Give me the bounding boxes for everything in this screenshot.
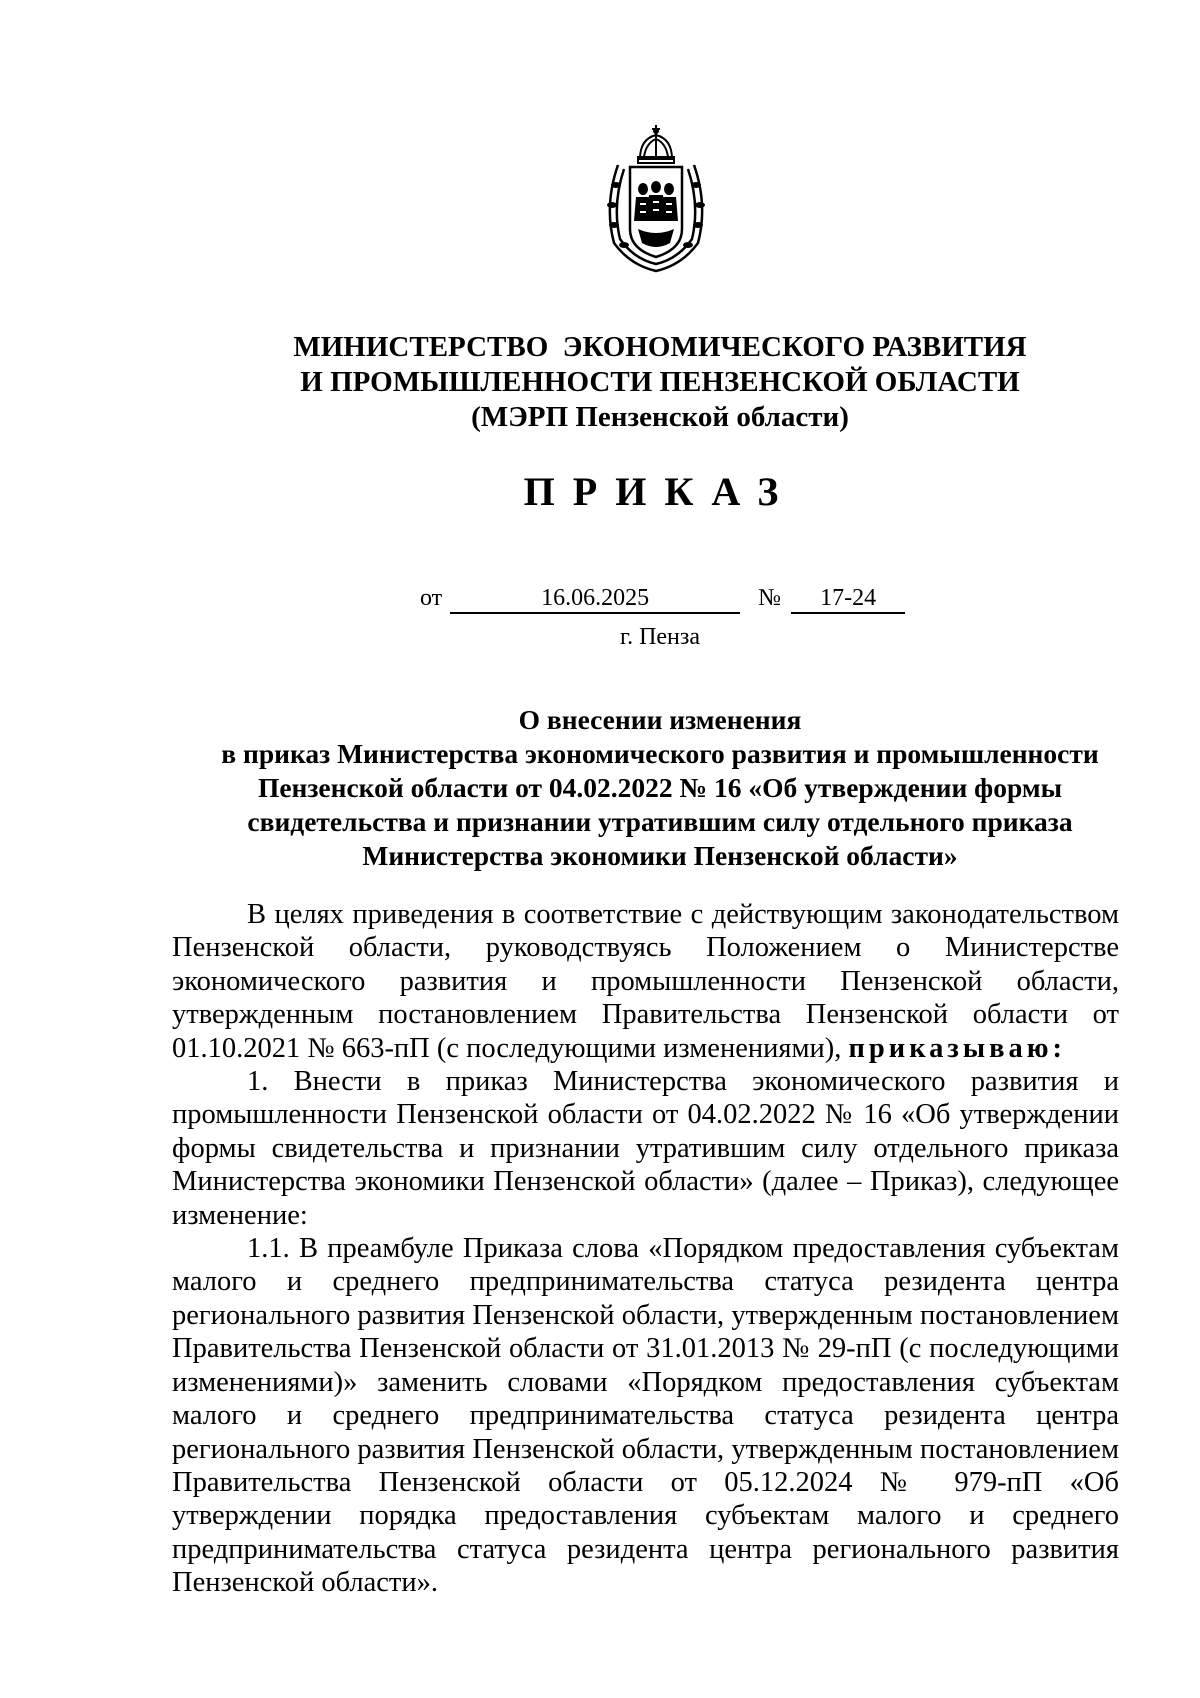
ministry-name-line1: МИНИСТЕРСТВО ЭКОНОМИЧЕСКОГО РАЗВИТИЯ (293, 331, 1027, 363)
subject-line2: в приказ Министерства экономического развития и промышленности (221, 738, 1099, 769)
subject-line4: свидетельства и признании утратившим силу отдельного приказа (247, 806, 1073, 837)
order-subject (172, 703, 1148, 873)
item-1: 1. Внести в приказ Министерства экономического развития и промышленности Пензенской области от 04.02.2022 № 16 «Об утверждении формы свидетельства и признании утратившим силу отдельного приказа Министерства экономики Пензенской области» (далее – Приказ), следующее изменение: (172, 1066, 1119, 1231)
order-date: 16.06.2025 (450, 584, 740, 614)
date-label: от (420, 585, 443, 611)
order-dateline (420, 582, 905, 614)
preamble-paragraph (172, 898, 1119, 1065)
orders-word: приказываю: (848, 1032, 1067, 1064)
preamble-text: В целях приведения в соответствие с действующим законодательством Пензенской области, руководствуясь Положением о Министерстве экономического развития и промышленности Пензенской области, утвержденным постановлением Правительства Пензенской области от 01.10.2021 № 663-пП (с последующими изменениями), (172, 899, 1119, 1064)
order-city: г. Пенза (619, 624, 701, 650)
ministry-header (160, 330, 1160, 435)
subject-line5: Министерства экономики Пензенской области» (362, 840, 958, 871)
ministry-name-line2: И ПРОМЫШЛЕННОСТИ ПЕНЗЕНСКОЙ ОБЛАСТИ (300, 366, 1020, 398)
item-1-1: 1.1. В преамбуле Приказа слова «Порядком предоставления субъектам малого и среднего предпринимательства статуса резидента центра регионального развития Пензенской области, утвержденным постановлением Правительства Пензенской области от 31.01.2013 № 29-пП (с последующими изменениями)» заменить словами «Порядком предоставления субъектам малого и среднего предпринимательства статуса резидента центра регионального развития Пензенской области, утвержденным постановлением Правительства Пензенской области от 05.12.2024 № 979-пП «Об утверждении порядка предоставления субъектам малого и среднего предпринимательства статуса резидента центра регионального развития Пензенской области». (172, 1233, 1119, 1599)
order-number: 17-24 (791, 584, 905, 614)
number-label: № (758, 585, 782, 611)
subject-line1: О внесении изменения (518, 704, 802, 735)
ministry-abbreviation: (МЭРП Пензенской области) (471, 401, 849, 433)
coat-of-arms-icon (600, 125, 712, 273)
subject-line3: Пензенской области от 04.02.2022 № 16 «Об утверждении формы (257, 772, 1063, 803)
document-title: ПРИКАЗ (523, 469, 797, 514)
order-body (172, 898, 1119, 1600)
